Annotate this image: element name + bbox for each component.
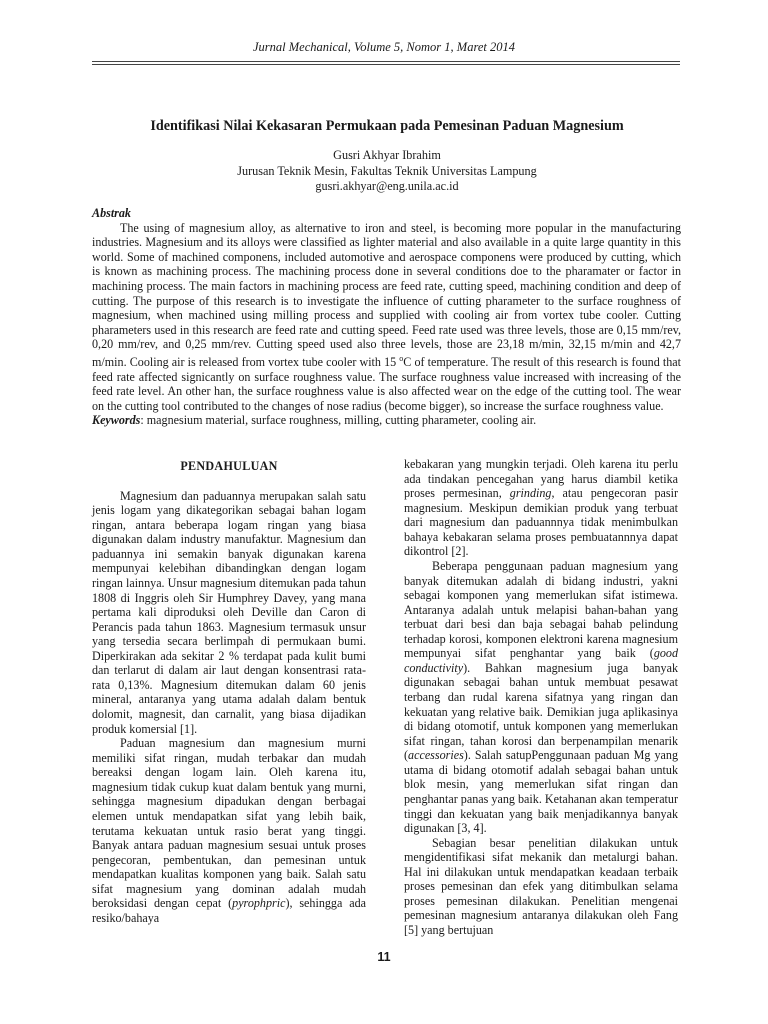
author-name: Gusri Akhyar Ibrahim — [333, 148, 441, 162]
right-p2-text-b: ). Bahkan magnesium juga banyak digunakan sebagai bahan untuk membuat pesawat terbang dan rudal karena sifatnya yang ringan dan kekuatan yang relative baik. Demikian juga aplikasinya di bidang otomotif, untuk komponen yang memerlukan sifat ringan, tahan korosi dan berpenampilan menarik ( — [404, 660, 678, 763]
abstract-text-part1: The using of magnesium alloy, as alternative to iron and steel, is becoming more popular in the manufacturing industries. Magnesium and its alloys were classified as lighter material and also available in a quite large quantity in this world. Some of machined componens, included automotive and aerospace componens were produced by cutting, which is known as machining process. The machining process done in several conditions doe to the pharamater or factor in machining process. The main factors in machining process are feed rate, cutting speed, machining condition and deep of cutting. The purpose of this research is to investigate the influence of cutting pharameter to the surface roughness of magnesium, when machined using milling process and supplied with cooling air from vortex tube cooler. Cutting pharameters used in this research are feed rate and cutting speed. Feed rate used was three levels, those are 0,15 mm/rev, 0,20 mm/rev, and 0,25 mm/rev. Cutting speed used also three levels, those are 23,18 m/min, 32,15 m/min and 42,7 m/min. Cooling air is released from vortex tube cooler with 15 — [92, 220, 681, 369]
left-column — [92, 455, 366, 925]
keywords-label: Keywords — [92, 413, 141, 428]
abstract-section — [92, 206, 681, 428]
right-column — [404, 457, 678, 938]
left-paragraph-2 — [92, 736, 366, 925]
right-p1-text-a: kebakaran yang mungkin terjadi. Oleh karena itu perlu ada tindakan pencegahan yang harus diambil ketika proses permesinan, — [404, 457, 678, 501]
header-rule-top — [92, 61, 680, 62]
abstract-text — [92, 221, 681, 414]
journal-header: Jurnal Mechanical, Volume 5, Nomor 1, Maret 2014 — [253, 40, 515, 54]
right-p2-text-c: ). Salah satupPenggunaan paduan Mg yang utama di bidang otomotif adalah sebagai bahan untuk blok mesin, yang memerlukan sifat ringan dan penghantar panas yang baik. Ketahanan akan temperatur tinggi dan kekuatan yang baik menjadikannya banyak digunakan [3, 4]. — [404, 748, 678, 836]
keywords-text: : magnesium material, surface roughness, milling, cutting pharameter, cooling air. — [140, 413, 537, 428]
section-heading: PENDAHULUAN — [180, 459, 278, 473]
left-paragraph-1: Magnesium dan paduannya merupakan salah satu jenis logam yang dikategorikan sebagai bahan logam ringan, antara beberapa logam ringan yang biasa digunakan dalam industry manufaktur. Magnesium dan paduannya ini semakin banyak digunakan karena mempunyai kelebihan dibandingkan dengan logam ringan lainnya. Unsur magnesium ditemukan pada tahun 1808 di Inggris oleh Sir Humphrey Davey, yang mana pertama kali diproduksi oleh Deville dan Caron di Perancis pada tahun 1863. Magnesium termasuk unsur yang tersedia secara berlimpah di permukaan bumi. Diperkirakan ada sekitar 2 % terdapat pada kulit bumi dan terlarut di dalam air laut dengan konsentrasi rata-rata 0,13%. Magnesium ditemukan dalam 60 jenis mineral, antaranya yang utama adalah dalam bentuk dolomit, magnesit, dan carnalit, yang biasa dijadikan produk komersial [1]. — [92, 488, 366, 736]
left-p2-text-b: ), sehingga ada resiko/bahaya — [92, 896, 366, 925]
abstract-heading: Abstrak — [92, 206, 131, 220]
right-p1-italic: grinding — [509, 486, 552, 501]
keywords-line — [92, 413, 681, 428]
right-p1-text-b: , atau pengecoran pasir magnesium. Meskipun demikian produk yang terbuat dari magnesium dan paduannnya tidak menimbulkan bahaya kebakaran selama proses pembuatannnya dapat dikontrol [2]. — [404, 486, 679, 559]
left-p2-text-a: Paduan magnesium dan magnesium murni memiliki sifat ringan, mudah terbakar dan mudah bereaksi dengan logam lain. Oleh karena itu, magnesium tidak cukup kuat dalam bentuk yang murni, sehingga magnesium dipadukan dengan berbagai elemen untuk mendapatkan sifat yang lebih baik, terutama kekuatan untuk rasio berat yang tinggi. Banyak antara paduan magnesium sesuai untuk proses pengecoran, pembentukan, dan pemesinan untuk mendapatkan kualitas komponen yang baik. Salah satu sifat magnesium yang dominan adalah mudah beroksidasi dengan cepat ( — [92, 736, 366, 911]
page-number: 11 — [377, 950, 391, 964]
author-block — [92, 148, 682, 195]
right-p2-text-a: Beberapa penggunaan paduan magnesium yang banyak ditemukan adalah di bidang industri, yakni sebagai komponen yang memerlukan sifat istimewa. Antaranya adalah untuk melapisi bahan-bahan yang terbuat dari besi dan baja sebagai bahab pelindung terhadap korosi, komponen elektroni karena magnesium mempunyai sifat penghantar yang baik ( — [404, 558, 678, 661]
right-paragraph-1 — [404, 457, 678, 559]
author-affiliation: Jurusan Teknik Mesin, Fakultas Teknik Universitas Lampung — [237, 163, 537, 178]
paper-title: Identifikasi Nilai Kekasaran Permukaan pada Pemesinan Paduan Magnesium — [150, 118, 624, 134]
degree-superscript: o — [399, 353, 404, 363]
header-rule-bottom — [92, 64, 680, 65]
left-p2-italic: pyrophpric — [232, 896, 286, 911]
author-email: gusri.akhyar@eng.unila.ac.id — [315, 179, 459, 193]
abstract-text-part2: C of temperature. The result of this research is found that feed rate affected signicantly on surface roughness value. The surface roughness value increased with increasing of the feed rate level. An other han, the surface roughness value is also affected wear on the edge of the cutting tool. The wear on the cutting tool contributed to the changes of nose radius (become bigger), so increase the surface roughness value. — [92, 354, 681, 413]
right-paragraph-2 — [404, 559, 678, 836]
right-p2-italic-1: good conductivity — [404, 646, 678, 675]
right-paragraph-3: Sebagian besar penelitian dilakukan untuk mengidentifikasi sifat mekanik dan metalurgi bahan. Hal ini dilakukan untuk mendapatkan keadaan terbaik proses pemesinan dan efek yang ditimbulkan selama proses pemesinan dilakukan. Penelitian mengenai pemesinan magnesium antaranya dilakukan oleh Fang [5] yang bertujuan — [404, 835, 678, 937]
right-p2-italic-2: accessories — [408, 748, 464, 763]
